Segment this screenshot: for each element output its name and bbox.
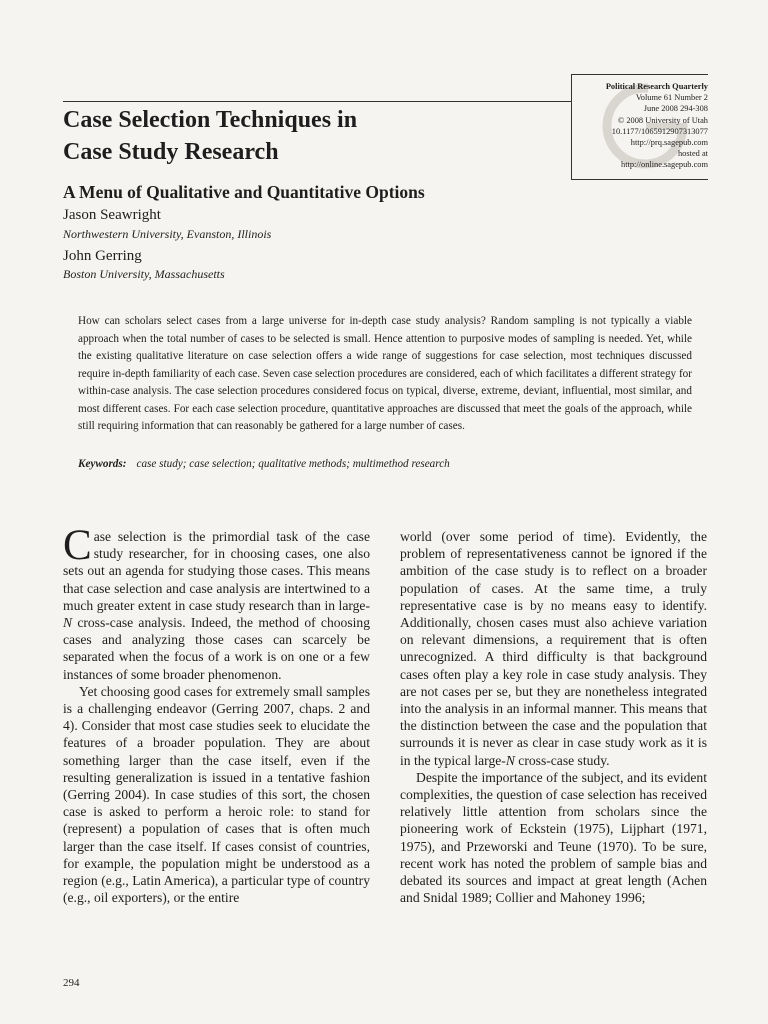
journal-host-url[interactable]: http://online.sagepub.com bbox=[621, 160, 708, 170]
journal-name: Political Research Quarterly bbox=[605, 82, 708, 91]
keywords-list: case study; case selection; qualitative methods; multimethod research bbox=[136, 458, 450, 470]
body-paragraph bbox=[63, 522, 370, 683]
body-text: cross-case analysis. Indeed, the method of choosing cases and analyzing those cases can scarcely be separated when the focus of a work is on one or a few instances of some broader phenomenon. bbox=[63, 615, 370, 682]
italic-n: N bbox=[63, 615, 73, 631]
author-affiliation: Northwestern University, Evanston, Illinois bbox=[63, 227, 272, 241]
body-column-left bbox=[63, 522, 370, 906]
journal-info-box bbox=[571, 74, 708, 180]
body-text: world (over some period of time). Evidently, the problem of representativeness cannot be ignored if the ambition of the case study is to reflect on a broader population of cases. At the same time, a truly representative case is by no means easy to identify. Additionally, chosen cases must also achieve variation on relevant dimensions, a requirement that is often unrecognized. A third difficulty is that background cases often play a key role in case study analysis. They are not cases per se, but they are nonetheless integrated into the analysis in an informal manner. This means that the distinction between the case and the population that surrounds it is never as clear in case study work as it is in the typical large- bbox=[400, 529, 707, 768]
author-affiliation: Boston University, Massachusetts bbox=[63, 267, 225, 281]
keywords bbox=[78, 456, 692, 472]
journal-volume: Volume 61 Number 2 bbox=[635, 93, 708, 103]
article-title-line-1: Case Selection Techniques in bbox=[63, 107, 358, 133]
journal-date-pages: June 2008 294-308 bbox=[643, 104, 708, 114]
journal-copyright: © 2008 University of Utah bbox=[617, 115, 708, 125]
body-paragraph: Despite the importance of the subject, and its evident complexities, the question of case selection has received relatively little attention from scholars since the pioneering work of Eckstein (1975), Lijphart (1971, 1975), and Przeworski and Teune (1970). To be sure, recent work has noted the problem of sample bias and debated its sources and impact at great length (Achen and Snidal 1989; Collier and Mahoney 1996; bbox=[400, 769, 707, 906]
body-text: cross-case study. bbox=[514, 752, 610, 768]
italic-n: N bbox=[505, 752, 515, 768]
journal-hosted-at: hosted at bbox=[677, 149, 708, 159]
journal-url[interactable]: http://prq.sagepub.com bbox=[630, 138, 708, 148]
page-number: 294 bbox=[63, 977, 80, 989]
header-rule bbox=[63, 101, 572, 102]
journal-doi: 10.1177/1065912907313077 bbox=[611, 126, 708, 136]
author-name: John Gerring bbox=[63, 248, 142, 264]
abstract: How can scholars select cases from a large universe for in-depth case study analysis? Random sampling is not typically a viable approach when the total number of cases to be selected is small. Hence attention to purposive modes of sampling is needed. Yet, while the existing qualitative literature on case selection offers a wide range of suggestions for case selection, most techniques discussed require in-depth familiarity of each case. Seven case selection procedures are considered, each of which facilitates a different strategy for within-case analysis. The case selection procedures considered focus on typical, diverse, extreme, deviant, influential, most similar, and most different cases. For each case selection procedure, quantitative approaches are discussed that meet the goals of the approach, while still requiring information that can reasonably be gathered for a large number of cases. bbox=[78, 315, 692, 432]
drop-cap: C bbox=[63, 522, 92, 569]
body-text: ase selection is the primordial task of the case study researcher, for in choosing cases, one also sets out an agenda for studying those cases. This means that case selection and case analysis are intertwined to a much greater extent in case study research than in large- bbox=[63, 529, 370, 613]
article-title bbox=[63, 104, 563, 168]
body-paragraph bbox=[400, 528, 707, 769]
body-column-right bbox=[400, 528, 707, 906]
article-subtitle: A Menu of Qualitative and Quantitative Options bbox=[63, 182, 425, 202]
article-title-line-2: Case Study Research bbox=[63, 139, 279, 165]
author-name: Jason Seawright bbox=[63, 207, 161, 223]
body-paragraph: Yet choosing good cases for extremely small samples is a challenging endeavor (Gerring 2007, chaps. 2 and 4). Consider that most case studies seek to elucidate the features of a broader population. They are about something larger than the case itself, even if the resulting generalization is issued in a tentative fashion (Gerring 2004). In case studies of this sort, the chosen case is asked to perform a heroic role: to stand for (represent) a population of cases that is often much larger than the case itself. If cases consist of countries, for example, the population might be understood as a region (e.g., Latin America), a particular type of country (e.g., oil exporters), or the entire bbox=[63, 683, 370, 906]
keywords-label: Keywords: bbox=[78, 458, 127, 470]
